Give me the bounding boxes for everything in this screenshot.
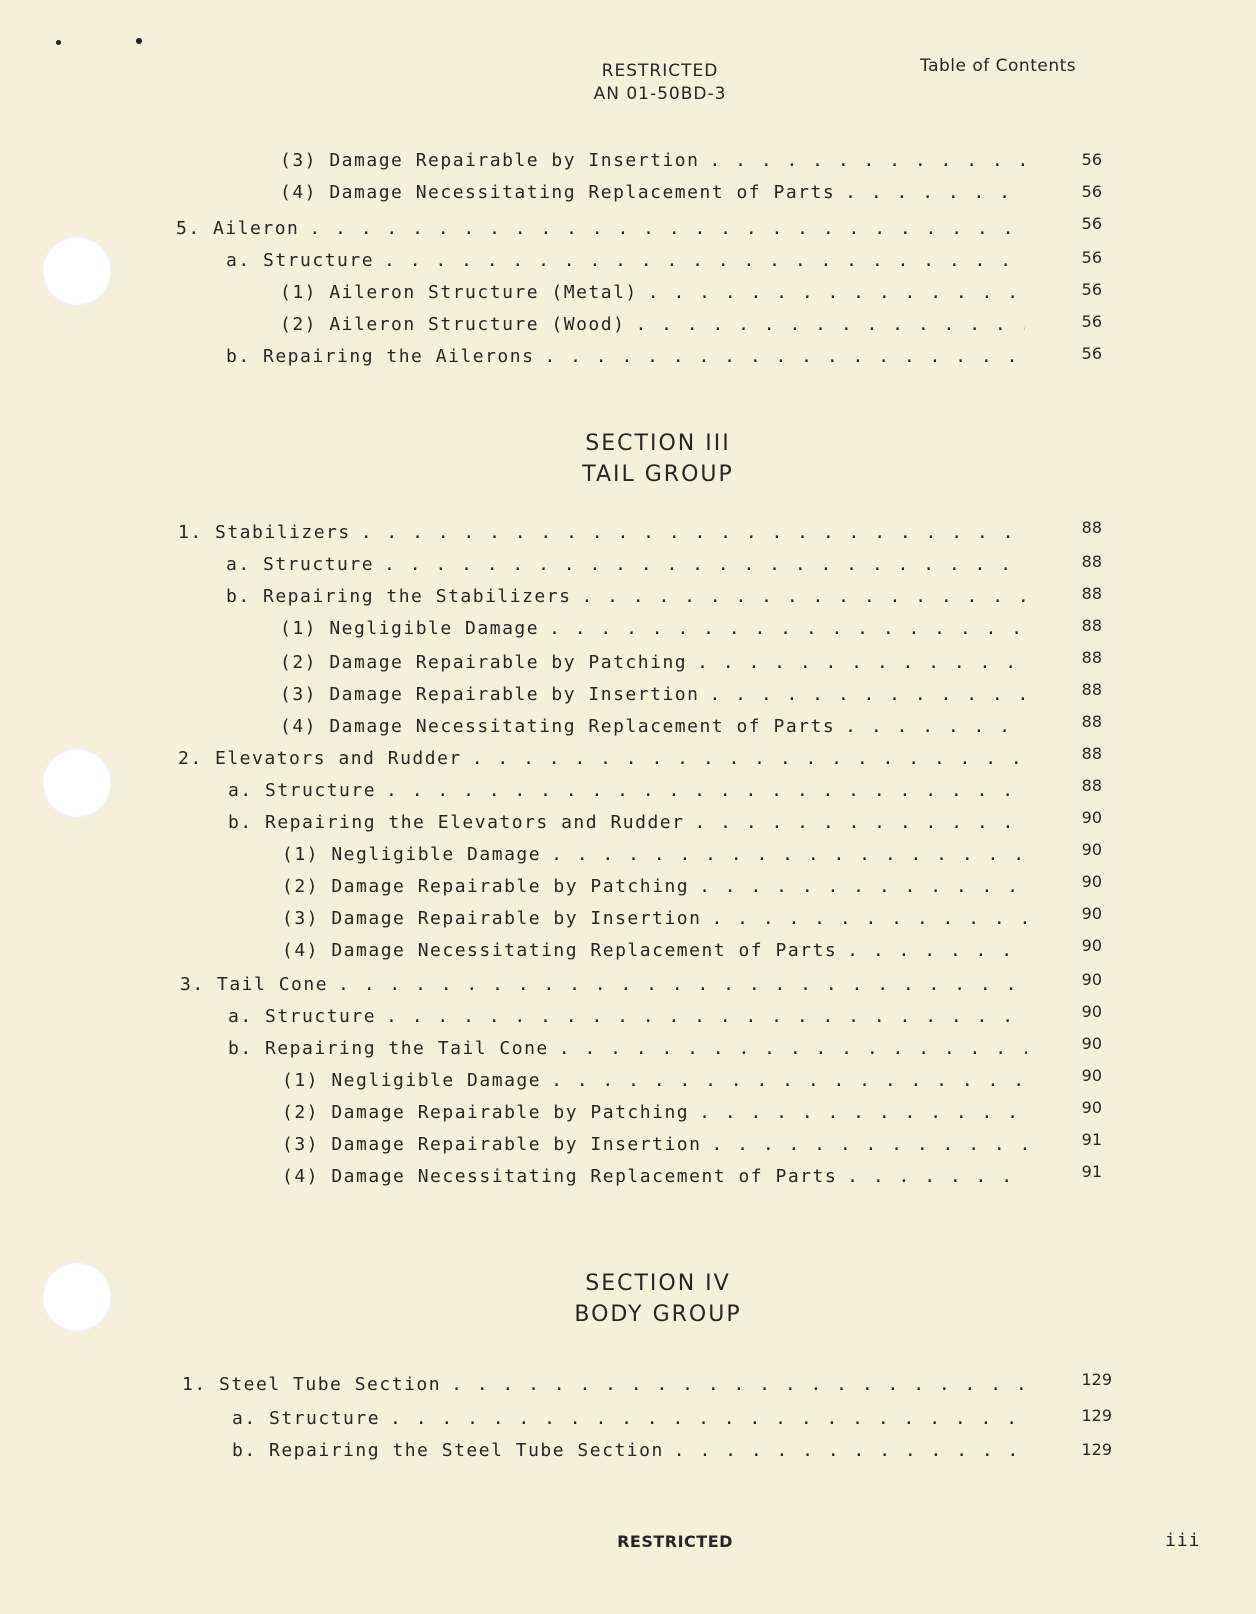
section-title: SECTION III bbox=[585, 431, 731, 456]
leader-dots bbox=[551, 1070, 1027, 1091]
leader-dots bbox=[472, 748, 1027, 769]
toc-entry-text: (1) Negligible Damage bbox=[282, 1070, 542, 1091]
toc-page-number: 56 bbox=[1081, 248, 1102, 267]
toc-page-number: 129 bbox=[1081, 1406, 1112, 1425]
toc-page-number: 56 bbox=[1081, 312, 1102, 331]
leader-dots bbox=[581, 586, 1027, 607]
toc-entry[interactable] bbox=[180, 974, 1027, 995]
section-heading bbox=[0, 428, 1256, 490]
leader-dots bbox=[390, 1408, 1033, 1429]
leader-dots bbox=[699, 1102, 1027, 1123]
leader-dots bbox=[845, 182, 1025, 203]
toc-entry[interactable] bbox=[282, 1070, 1027, 1091]
toc-entry[interactable] bbox=[282, 940, 1027, 961]
toc-page-number: 88 bbox=[1081, 616, 1102, 635]
toc-entry-text: a. Structure bbox=[232, 1408, 381, 1429]
toc-page-number: 90 bbox=[1081, 1066, 1102, 1085]
leader-dots bbox=[551, 844, 1027, 865]
footer-page-number: iii bbox=[1165, 1530, 1201, 1551]
leader-dots bbox=[711, 908, 1027, 929]
toc-entry-text: 5. Aileron bbox=[176, 218, 300, 239]
toc-entry[interactable] bbox=[232, 1440, 1033, 1461]
toc-entry-text: 1. Stabilizers bbox=[178, 522, 351, 543]
header-center bbox=[560, 60, 760, 106]
toc-page-number: 129 bbox=[1081, 1440, 1112, 1459]
toc-page-number: 88 bbox=[1081, 744, 1102, 763]
toc-page-number: 91 bbox=[1081, 1162, 1102, 1181]
leader-dots bbox=[709, 684, 1027, 705]
section-subtitle: BODY GROUP bbox=[574, 1302, 742, 1327]
toc-page-number: 88 bbox=[1081, 680, 1102, 699]
toc-entry-text: b. Repairing the Stabilizers bbox=[226, 586, 572, 607]
toc-entry-text: (3) Damage Repairable by Insertion bbox=[280, 150, 700, 171]
leader-dots bbox=[451, 1374, 1033, 1395]
toc-entry[interactable] bbox=[178, 748, 1027, 769]
toc-page-number: 90 bbox=[1081, 936, 1102, 955]
toc-entry-text: (3) Damage Repairable by Insertion bbox=[282, 908, 702, 929]
toc-entry[interactable] bbox=[282, 1102, 1027, 1123]
toc-entry-text: (2) Damage Repairable by Patching bbox=[282, 1102, 690, 1123]
leader-dots bbox=[699, 876, 1027, 897]
toc-page-number: 88 bbox=[1081, 552, 1102, 571]
toc-page-number: 90 bbox=[1081, 808, 1102, 827]
toc-entry-text: (1) Aileron Structure (Metal) bbox=[280, 282, 638, 303]
toc-entry[interactable] bbox=[280, 314, 1025, 335]
leader-dots bbox=[847, 1166, 1027, 1187]
leader-dots bbox=[559, 1038, 1027, 1059]
toc-entry-text: (1) Negligible Damage bbox=[280, 618, 540, 639]
toc-entry[interactable] bbox=[226, 554, 1027, 575]
toc-entry-text: (4) Damage Necessitating Replacement of Parts bbox=[280, 716, 836, 737]
toc-entry[interactable] bbox=[280, 618, 1027, 639]
toc-entry-text: (2) Damage Repairable by Patching bbox=[280, 652, 688, 673]
toc-entry[interactable] bbox=[280, 716, 1027, 737]
toc-page-number: 90 bbox=[1081, 904, 1102, 923]
leader-dots bbox=[386, 1006, 1027, 1027]
toc-entry[interactable] bbox=[226, 586, 1027, 607]
toc-entry[interactable] bbox=[176, 218, 1025, 239]
speck-mark bbox=[56, 40, 61, 45]
leader-dots bbox=[674, 1440, 1033, 1461]
punch-hole bbox=[42, 236, 112, 306]
leader-dots bbox=[309, 218, 1025, 239]
toc-entry-text: (4) Damage Necessitating Replacement of Parts bbox=[282, 940, 838, 961]
toc-entry-text: a. Structure bbox=[228, 1006, 377, 1027]
toc-entry[interactable] bbox=[280, 684, 1027, 705]
leader-dots bbox=[845, 716, 1027, 737]
toc-entry[interactable] bbox=[280, 182, 1025, 203]
toc-entry-text: (4) Damage Necessitating Replacement of Parts bbox=[280, 182, 836, 203]
toc-entry[interactable] bbox=[282, 1134, 1027, 1155]
toc-entry[interactable] bbox=[282, 876, 1027, 897]
toc-page-number: 88 bbox=[1081, 776, 1102, 795]
toc-entry-text: b. Repairing the Tail Cone bbox=[228, 1038, 549, 1059]
section-title: SECTION IV bbox=[585, 1271, 731, 1296]
toc-page-number: 88 bbox=[1081, 584, 1102, 603]
toc-entry[interactable] bbox=[280, 652, 1027, 673]
leader-dots bbox=[384, 250, 1025, 271]
toc-entry-text: 2. Elevators and Rudder bbox=[178, 748, 462, 769]
toc-entry-text: 3. Tail Cone bbox=[180, 974, 329, 995]
toc-page-number: 56 bbox=[1081, 344, 1102, 363]
toc-page-number: 90 bbox=[1081, 1002, 1102, 1021]
toc-entry[interactable] bbox=[280, 150, 1025, 171]
section-subtitle: TAIL GROUP bbox=[582, 462, 734, 487]
leader-dots bbox=[361, 522, 1027, 543]
leader-dots bbox=[709, 150, 1025, 171]
toc-page-number: 90 bbox=[1081, 872, 1102, 891]
toc-page-number: 88 bbox=[1081, 712, 1102, 731]
leader-dots bbox=[384, 554, 1027, 575]
leader-dots bbox=[386, 780, 1027, 801]
leader-dots bbox=[635, 314, 1025, 335]
toc-entry[interactable] bbox=[178, 522, 1027, 543]
toc-page-number: 129 bbox=[1081, 1370, 1112, 1389]
toc-page-number: 90 bbox=[1081, 1034, 1102, 1053]
footer-classification: RESTRICTED bbox=[617, 1532, 733, 1551]
header-classification: RESTRICTED bbox=[601, 61, 719, 81]
toc-entry[interactable] bbox=[228, 1038, 1027, 1059]
punch-hole bbox=[42, 748, 112, 818]
toc-entry-text: b. Repairing the Steel Tube Section bbox=[232, 1440, 664, 1461]
toc-entry[interactable] bbox=[226, 346, 1025, 367]
toc-entry-text: (2) Damage Repairable by Patching bbox=[282, 876, 690, 897]
toc-entry[interactable] bbox=[280, 282, 1025, 303]
leader-dots bbox=[847, 940, 1027, 961]
toc-entry-text: 1. Steel Tube Section bbox=[182, 1374, 442, 1395]
leader-dots bbox=[648, 282, 1025, 303]
toc-entry-text: b. Repairing the Elevators and Rudder bbox=[228, 812, 685, 833]
toc-page-number: 90 bbox=[1081, 1098, 1102, 1117]
toc-entry-text: (1) Negligible Damage bbox=[282, 844, 542, 865]
toc-entry-text: a. Structure bbox=[226, 554, 375, 575]
toc-entry-text: a. Structure bbox=[228, 780, 377, 801]
section-heading bbox=[0, 1268, 1256, 1330]
toc-page-number: 90 bbox=[1081, 840, 1102, 859]
header-doc-number: AN 01-50BD-3 bbox=[593, 84, 727, 104]
toc-entry-text: a. Structure bbox=[226, 250, 375, 271]
toc-page-number: 56 bbox=[1081, 150, 1102, 169]
toc-entry-text: (2) Aileron Structure (Wood) bbox=[280, 314, 626, 335]
toc-entry[interactable] bbox=[228, 780, 1027, 801]
toc-page-number: 88 bbox=[1081, 648, 1102, 667]
toc-entry[interactable] bbox=[282, 1166, 1027, 1187]
leader-dots bbox=[694, 812, 1027, 833]
toc-page-number: 56 bbox=[1081, 280, 1102, 299]
toc-entry[interactable] bbox=[282, 844, 1027, 865]
toc-entry-text: (3) Damage Repairable by Insertion bbox=[282, 1134, 702, 1155]
toc-entry-text: (4) Damage Necessitating Replacement of Parts bbox=[282, 1166, 838, 1187]
toc-entry-text: (3) Damage Repairable by Insertion bbox=[280, 684, 700, 705]
leader-dots bbox=[549, 618, 1027, 639]
toc-entry-text: b. Repairing the Ailerons bbox=[226, 346, 535, 367]
toc-page-number: 88 bbox=[1081, 518, 1102, 537]
toc-entry[interactable] bbox=[182, 1374, 1033, 1395]
toc-page-number: 56 bbox=[1081, 182, 1102, 201]
leader-dots bbox=[544, 346, 1025, 367]
toc-entry[interactable] bbox=[228, 1006, 1027, 1027]
speck-mark bbox=[136, 38, 142, 44]
leader-dots bbox=[338, 974, 1027, 995]
leader-dots bbox=[711, 1134, 1027, 1155]
toc-page-number: 91 bbox=[1081, 1130, 1102, 1149]
header-right-title: Table of Contents bbox=[920, 56, 1077, 76]
toc-entry[interactable] bbox=[232, 1408, 1033, 1429]
toc-entry[interactable] bbox=[282, 908, 1027, 929]
toc-page-number: 56 bbox=[1081, 214, 1102, 233]
toc-entry[interactable] bbox=[228, 812, 1027, 833]
toc-page-number: 90 bbox=[1081, 970, 1102, 989]
toc-entry[interactable] bbox=[226, 250, 1025, 271]
leader-dots bbox=[697, 652, 1027, 673]
